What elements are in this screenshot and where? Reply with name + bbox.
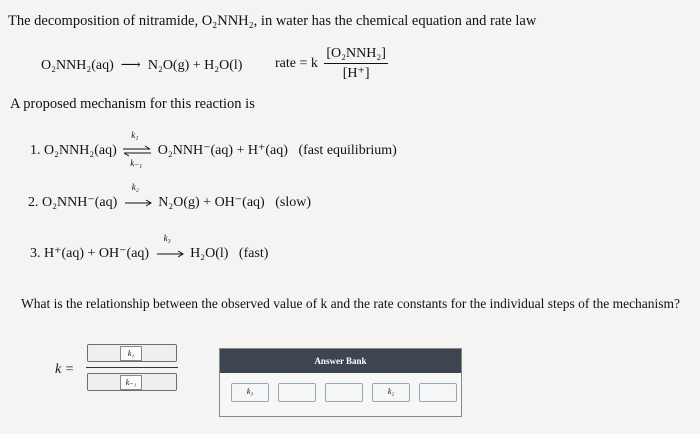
arrow-right-icon xyxy=(155,247,185,261)
rate-denominator: [H⁺] xyxy=(342,66,370,81)
step-1-k-reverse: k₋₁ xyxy=(130,157,143,168)
step-3-note: (fast) xyxy=(238,246,269,261)
answer-area xyxy=(22,336,462,426)
step-1-k-forward: k₁ xyxy=(131,129,139,140)
mechanism-intro: A proposed mechanism for this reaction is xyxy=(10,96,255,112)
answer-chip-empty[interactable] xyxy=(278,383,316,402)
arrow-right-icon xyxy=(123,196,153,210)
answer-chip-k3[interactable]: k₃ xyxy=(231,383,269,402)
forward-arrow xyxy=(155,232,185,261)
overall-equation xyxy=(41,57,242,74)
step-1-reactant: 1. O₂NNH₂(aq) xyxy=(30,143,117,158)
fraction-bar xyxy=(86,367,178,368)
step-3-reactants: 3. H⁺(aq) + OH⁻(aq) xyxy=(30,246,150,261)
rate-lhs: rate = k xyxy=(275,56,318,72)
answer-bank xyxy=(219,348,462,417)
step-2-note: (slow) xyxy=(275,195,312,210)
answer-chip-k2[interactable]: k₂ xyxy=(372,383,410,402)
equation-products: N₂O(g) + H₂O(l) xyxy=(147,58,243,73)
equation-reactant: O₂NNH₂(aq) xyxy=(41,58,114,73)
question-text: What is the relationship between the observed value of k and the rate constants for the individual steps of the mechanism? xyxy=(21,296,681,311)
step-1-products: O₂NNH⁻(aq) + H⁺(aq) xyxy=(157,143,288,158)
step-1-note: (fast equilibrium) xyxy=(298,143,397,158)
equilibrium-arrow xyxy=(122,129,152,168)
answer-chip-empty[interactable] xyxy=(419,383,457,402)
answer-chip-empty[interactable] xyxy=(325,383,363,402)
denominator-chip[interactable]: k₋₁ xyxy=(120,375,142,390)
rate-fraction xyxy=(324,46,388,82)
answer-bank-title: Answer Bank xyxy=(220,349,461,373)
denominator-drop-slot[interactable] xyxy=(87,373,177,391)
reaction-arrow: ⟶ xyxy=(117,58,145,73)
step-2-k: k₂ xyxy=(131,181,139,192)
forward-arrow xyxy=(123,181,153,210)
mechanism-step-2 xyxy=(28,181,312,211)
mechanism-step-3 xyxy=(30,232,269,262)
step-3-products: H₂O(l) xyxy=(190,246,229,261)
numerator-chip[interactable]: k₁ xyxy=(120,346,142,361)
step-3-k: k₃ xyxy=(163,232,171,243)
problem-intro: The decomposition of nitramide, O₂NNH₂, in water has the chemical equation and rate law xyxy=(8,13,537,29)
k-equals-label: k = xyxy=(55,362,75,377)
numerator-drop-slot[interactable] xyxy=(87,344,177,362)
rate-numerator: [O₂NNH₂] xyxy=(324,46,388,64)
step-2-reactant: 2. O₂NNH⁻(aq) xyxy=(28,195,118,210)
equilibrium-arrow-icon xyxy=(122,144,152,158)
rate-law xyxy=(275,46,388,82)
step-2-products: N₂O(g) + OH⁻(aq) xyxy=(158,195,265,210)
mechanism-step-1 xyxy=(30,129,397,168)
